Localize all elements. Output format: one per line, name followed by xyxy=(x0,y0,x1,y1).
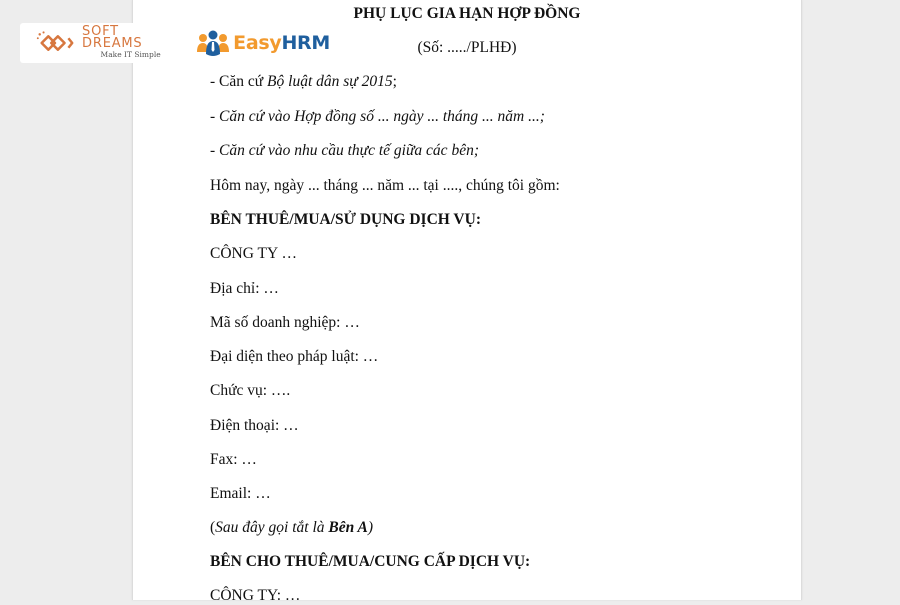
basis-needs: - Căn cứ vào nhu cầu thực tế giữa các bên; xyxy=(210,142,479,159)
basis-law-name: Bộ luật dân sự 2015 xyxy=(267,73,393,90)
party-a-representative: Đại diện theo pháp luật: … xyxy=(210,348,379,365)
party-a-phone: Điện thoại: … xyxy=(210,417,299,434)
party-a-company: CÔNG TY … xyxy=(210,245,297,262)
party-b-company: CÔNG TY: … xyxy=(210,587,301,604)
easyhrm-hrm: HRM xyxy=(281,32,330,54)
party-b-heading: BÊN CHO THUÊ/MUA/CUNG CẤP DỊCH VỤ: xyxy=(210,553,531,570)
basis-suffix: ; xyxy=(392,73,397,90)
basis-prefix: - Căn cứ xyxy=(210,73,268,90)
softdreams-tagline: Make IT Simple xyxy=(100,50,161,59)
softdreams-logo-icon xyxy=(34,28,76,58)
alias-text: Sau đây gọi tắt là xyxy=(215,519,329,536)
party-a-email: Email: … xyxy=(210,485,271,502)
easyhrm-easy: Easy xyxy=(233,32,282,54)
document-number: (Số: ...../PLHĐ) xyxy=(417,39,517,56)
basis-contract: - Căn cứ vào Hợp đồng số ... ngày ... tháng ... năm ...; xyxy=(210,108,545,125)
party-a-fax: Fax: … xyxy=(210,451,257,468)
party-a-alias xyxy=(210,519,373,537)
softdreams-name-second: DREAMS xyxy=(82,36,143,51)
softdreams-name-first: SOFT xyxy=(82,24,119,39)
basis-civil-code xyxy=(210,73,397,91)
party-a-address: Địa chỉ: … xyxy=(210,280,279,297)
alias-close: ) xyxy=(367,519,374,536)
party-a-tax-code: Mã số doanh nghiệp: … xyxy=(210,314,360,331)
party-a-position: Chức vụ: …. xyxy=(210,382,291,399)
party-a-heading: BÊN THUÊ/MUA/SỬ DỤNG DỊCH VỤ: xyxy=(210,211,481,228)
intro-line: Hôm nay, ngày ... tháng ... năm ... tại ...., chúng tôi gồm: xyxy=(210,177,560,194)
document-title: PHỤ LỤC GIA HẠN HỢP ĐỒNG xyxy=(353,5,581,22)
alias-party-name: Bên A xyxy=(328,519,368,536)
alias-open: ( xyxy=(210,519,216,536)
